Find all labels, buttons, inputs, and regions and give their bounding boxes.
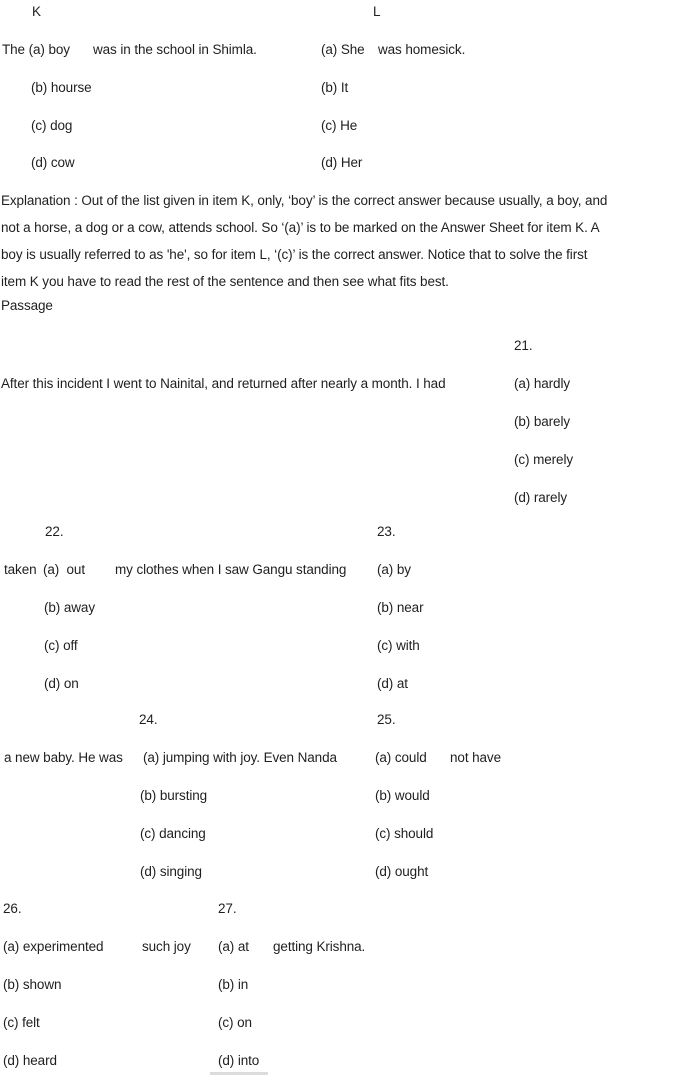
- explanation-line-4: item K you have to read the rest of the sentence and then see what fits best.: [1, 274, 449, 289]
- example-k-sentence-end: was in the school in Shimla.: [93, 42, 257, 57]
- example-l-sentence-end: was homesick.: [378, 42, 466, 57]
- question-25-option-d: (d) ought: [375, 864, 429, 879]
- example-k-option-d: (d) cow: [31, 155, 75, 170]
- question-24-number: 24.: [139, 712, 158, 727]
- example-item-l-header: L: [373, 4, 381, 19]
- question-25-option-b: (b) would: [375, 788, 430, 803]
- question-24-option-d: (d) singing: [140, 864, 202, 879]
- question-27-option-c: (c) on: [218, 1015, 252, 1030]
- question-23-option-d: (d) at: [377, 676, 408, 691]
- question-25-number: 25.: [377, 712, 396, 727]
- question-21-option-a: (a) hardly: [514, 376, 571, 391]
- question-21-option-d: (d) rarely: [514, 490, 568, 505]
- question-22-option-d: (d) on: [44, 676, 79, 691]
- question-23-option-c: (c) with: [377, 638, 420, 653]
- question-21-number: 21.: [514, 338, 533, 353]
- question-27-option-a: (a) at: [218, 939, 249, 954]
- question-22-word-before: taken: [4, 562, 37, 577]
- explanation-line-1: Explanation : Out of the list given in item K, only, ‘boy’ is the correct answer because usually, a boy, and: [1, 193, 608, 208]
- question-23-option-a: (a) by: [377, 562, 411, 577]
- question-22-sentence-after: my clothes when I saw Gangu standing: [115, 562, 347, 577]
- example-l-option-a: (a) She: [321, 42, 365, 57]
- example-k-option-b: (b) hourse: [31, 80, 92, 95]
- example-item-k-header: K: [32, 4, 41, 19]
- example-k-sentence-start: The (a) boy: [2, 42, 70, 57]
- question-27-number: 27.: [218, 901, 237, 916]
- explanation-line-3: boy is usually referred to as 'he', so for item L, ‘(c)’ is the correct answer. Notice that to solve the first: [1, 247, 588, 262]
- question-23-option-b: (b) near: [377, 600, 424, 615]
- question-22-option-b: (b) away: [44, 600, 95, 615]
- question-24-option-a: (a) jumping with joy. Even Nanda: [143, 750, 337, 765]
- question-26-number: 26.: [3, 901, 22, 916]
- cutoff-next-line-artifact: [210, 1072, 268, 1075]
- question-26-sentence-after: such joy: [142, 939, 191, 954]
- question-22-option-c: (c) off: [44, 638, 78, 653]
- question-21-option-b: (b) barely: [514, 414, 571, 429]
- question-25-option-c: (c) should: [375, 826, 434, 841]
- question-21-sentence: After this incident I went to Nainital, and returned after nearly a month. I had: [1, 376, 446, 391]
- question-24-option-c: (c) dancing: [140, 826, 206, 841]
- explanation-line-2: not a horse, a dog or a cow, attends school. So ‘(a)’ is to be marked on the Answer Sheet for item K. A: [1, 220, 600, 235]
- question-27-option-d: (d) into: [218, 1053, 260, 1068]
- example-l-option-d: (d) Her: [321, 155, 363, 170]
- question-27-sentence-after: getting Krishna.: [273, 939, 366, 954]
- question-21-option-c: (c) merely: [514, 452, 573, 467]
- question-26-option-c: (c) felt: [3, 1015, 40, 1030]
- example-l-option-b: (b) It: [321, 80, 349, 95]
- question-26-option-d: (d) heard: [3, 1053, 57, 1068]
- question-25-sentence-after: not have: [450, 750, 501, 765]
- question-25-option-a: (a) could: [375, 750, 427, 765]
- question-27-option-b: (b) in: [218, 977, 249, 992]
- passage-label: Passage: [1, 298, 53, 313]
- question-23-number: 23.: [377, 524, 396, 539]
- example-l-option-c: (c) He: [321, 118, 358, 133]
- question-24-option-b: (b) bursting: [140, 788, 208, 803]
- question-22-option-a: (a) out: [43, 562, 85, 577]
- question-24-sentence-prefix: a new baby. He was: [4, 750, 123, 765]
- example-k-option-c: (c) dog: [31, 118, 73, 133]
- question-26-option-b: (b) shown: [3, 977, 62, 992]
- question-26-option-a: (a) experimented: [3, 939, 104, 954]
- question-22-number: 22.: [45, 524, 64, 539]
